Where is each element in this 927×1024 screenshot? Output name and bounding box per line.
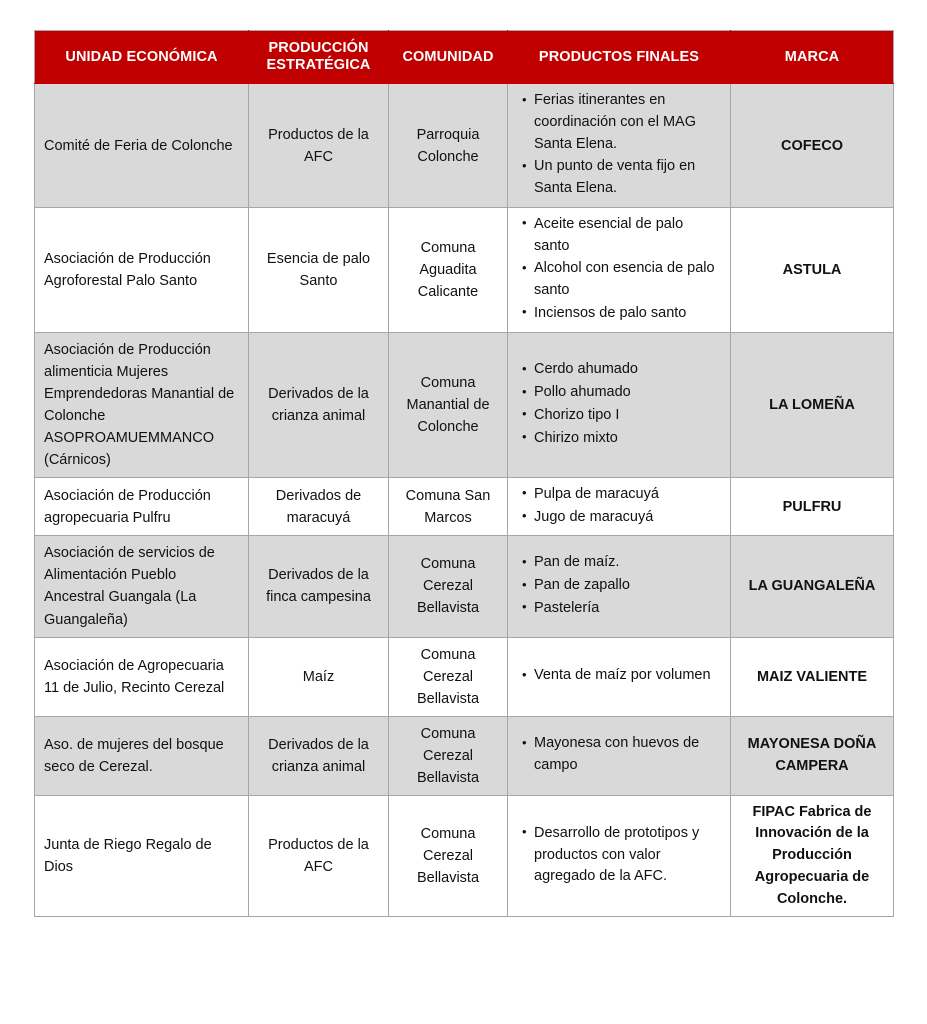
- producto-list-item: • Venta de maíz por volumen: [522, 665, 721, 687]
- cell-unidad-economica: Junta de Riego Regalo de Dios: [35, 795, 249, 917]
- producto-list-item: • Jugo de maracuyá: [522, 507, 721, 529]
- cell-comunidad: Parroquia Colonche: [389, 84, 508, 208]
- producto-list-item: • Desarrollo de prototipos y productos con valor agregado de la AFC.: [522, 823, 721, 888]
- cell-produccion-estrategica: Productos de la AFC: [249, 795, 389, 917]
- cell-productos-finales: [508, 477, 731, 536]
- cell-productos-finales: [508, 536, 731, 637]
- table-row: [35, 477, 894, 536]
- productos-list: [522, 90, 721, 200]
- column-header-comunidad: COMUNIDAD: [389, 31, 508, 84]
- cell-productos-finales: [508, 795, 731, 917]
- producto-list-item: • Pulpa de maracuyá: [522, 484, 721, 506]
- cell-produccion-estrategica: Productos de la AFC: [249, 84, 389, 208]
- cell-unidad-economica: Comité de Feria de Colonche: [35, 84, 249, 208]
- cell-comunidad: Comuna Cerezal Bellavista: [389, 716, 508, 795]
- producto-list-item: • Ferias itinerantes en coordinación con el MAG Santa Elena.: [522, 90, 721, 155]
- table-header: [35, 31, 894, 84]
- cell-produccion-estrategica: Derivados de la crianza animal: [249, 332, 389, 477]
- producto-list-item: • Cerdo ahumado: [522, 359, 721, 381]
- cell-productos-finales: [508, 84, 731, 208]
- producto-list-item: • Alcohol con esencia de palo santo: [522, 258, 721, 302]
- cell-produccion-estrategica: Derivados de la crianza animal: [249, 716, 389, 795]
- column-header-productos-finales: PRODUCTOS FINALES: [508, 31, 731, 84]
- cell-unidad-economica: Asociación de Producción alimenticia Mujeres Emprendedoras Manantial de Colonche ASOPROAMUEMMANCO (Cárnicos): [35, 332, 249, 477]
- table-row: [35, 332, 894, 477]
- producto-list-item: • Inciensos de palo santo: [522, 303, 721, 325]
- productos-list: [522, 359, 721, 449]
- cell-produccion-estrategica: Derivados de la finca campesina: [249, 536, 389, 637]
- cell-comunidad: Comuna Aguadita Calicante: [389, 207, 508, 332]
- table-body: [35, 84, 894, 917]
- cell-unidad-economica: Asociación de Agropecuaria 11 de Julio, Recinto Cerezal: [35, 637, 249, 716]
- cell-comunidad: Comuna Manantial de Colonche: [389, 332, 508, 477]
- unidades-economicas-table: [34, 30, 894, 917]
- table-row: [35, 207, 894, 332]
- cell-marca: PULFRU: [731, 477, 894, 536]
- producto-list-item: • Pastelería: [522, 598, 721, 620]
- cell-unidad-economica: Asociación de servicios de Alimentación Pueblo Ancestral Guangala (La Guangaleña): [35, 536, 249, 637]
- producto-list-item: • Chirizo mixto: [522, 428, 721, 450]
- cell-marca: MAIZ VALIENTE: [731, 637, 894, 716]
- table-row: [35, 716, 894, 795]
- cell-productos-finales: [508, 332, 731, 477]
- producto-list-item: • Chorizo tipo I: [522, 405, 721, 427]
- table-row: [35, 795, 894, 917]
- cell-unidad-economica: Aso. de mujeres del bosque seco de Cerezal.: [35, 716, 249, 795]
- cell-comunidad: Comuna Cerezal Bellavista: [389, 795, 508, 917]
- cell-comunidad: Comuna San Marcos: [389, 477, 508, 536]
- productos-list: [522, 484, 721, 529]
- table-container: [34, 30, 893, 917]
- producto-list-item: • Pan de zapallo: [522, 575, 721, 597]
- column-header-marca: MARCA: [731, 31, 894, 84]
- cell-marca: MAYONESA DOÑA CAMPERA: [731, 716, 894, 795]
- producto-list-item: • Aceite esencial de palo santo: [522, 214, 721, 258]
- column-header-unidad-economica: UNIDAD ECONÓMICA: [35, 31, 249, 84]
- cell-marca: LA GUANGALEÑA: [731, 536, 894, 637]
- table-row: [35, 84, 894, 208]
- cell-productos-finales: [508, 207, 731, 332]
- cell-produccion-estrategica: Esencia de palo Santo: [249, 207, 389, 332]
- producto-list-item: • Un punto de venta fijo en Santa Elena.: [522, 156, 721, 200]
- cell-marca: ASTULA: [731, 207, 894, 332]
- table-row: [35, 536, 894, 637]
- cell-marca: LA LOMEÑA: [731, 332, 894, 477]
- producto-list-item: • Pollo ahumado: [522, 382, 721, 404]
- cell-productos-finales: [508, 716, 731, 795]
- cell-produccion-estrategica: Derivados de maracuyá: [249, 477, 389, 536]
- productos-list: [522, 214, 721, 325]
- productos-list: [522, 665, 721, 687]
- productos-list: [522, 552, 721, 619]
- productos-list: [522, 823, 721, 888]
- cell-produccion-estrategica: Maíz: [249, 637, 389, 716]
- table-header-row: [35, 31, 894, 84]
- cell-comunidad: Comuna Cerezal Bellavista: [389, 536, 508, 637]
- cell-marca: FIPAC Fabrica de Innovación de la Producción Agropecuaria de Colonche.: [731, 795, 894, 917]
- table-row: [35, 637, 894, 716]
- cell-unidad-economica: Asociación de Producción Agroforestal Palo Santo: [35, 207, 249, 332]
- producto-list-item: • Mayonesa con huevos de campo: [522, 733, 721, 777]
- cell-comunidad: Comuna Cerezal Bellavista: [389, 637, 508, 716]
- cell-marca: COFECO: [731, 84, 894, 208]
- column-header-produccion-estrategica: PRODUCCIÓN ESTRATÉGICA: [249, 31, 389, 84]
- cell-unidad-economica: Asociación de Producción agropecuaria Pulfru: [35, 477, 249, 536]
- productos-list: [522, 733, 721, 777]
- cell-productos-finales: [508, 637, 731, 716]
- producto-list-item: • Pan de maíz.: [522, 552, 721, 574]
